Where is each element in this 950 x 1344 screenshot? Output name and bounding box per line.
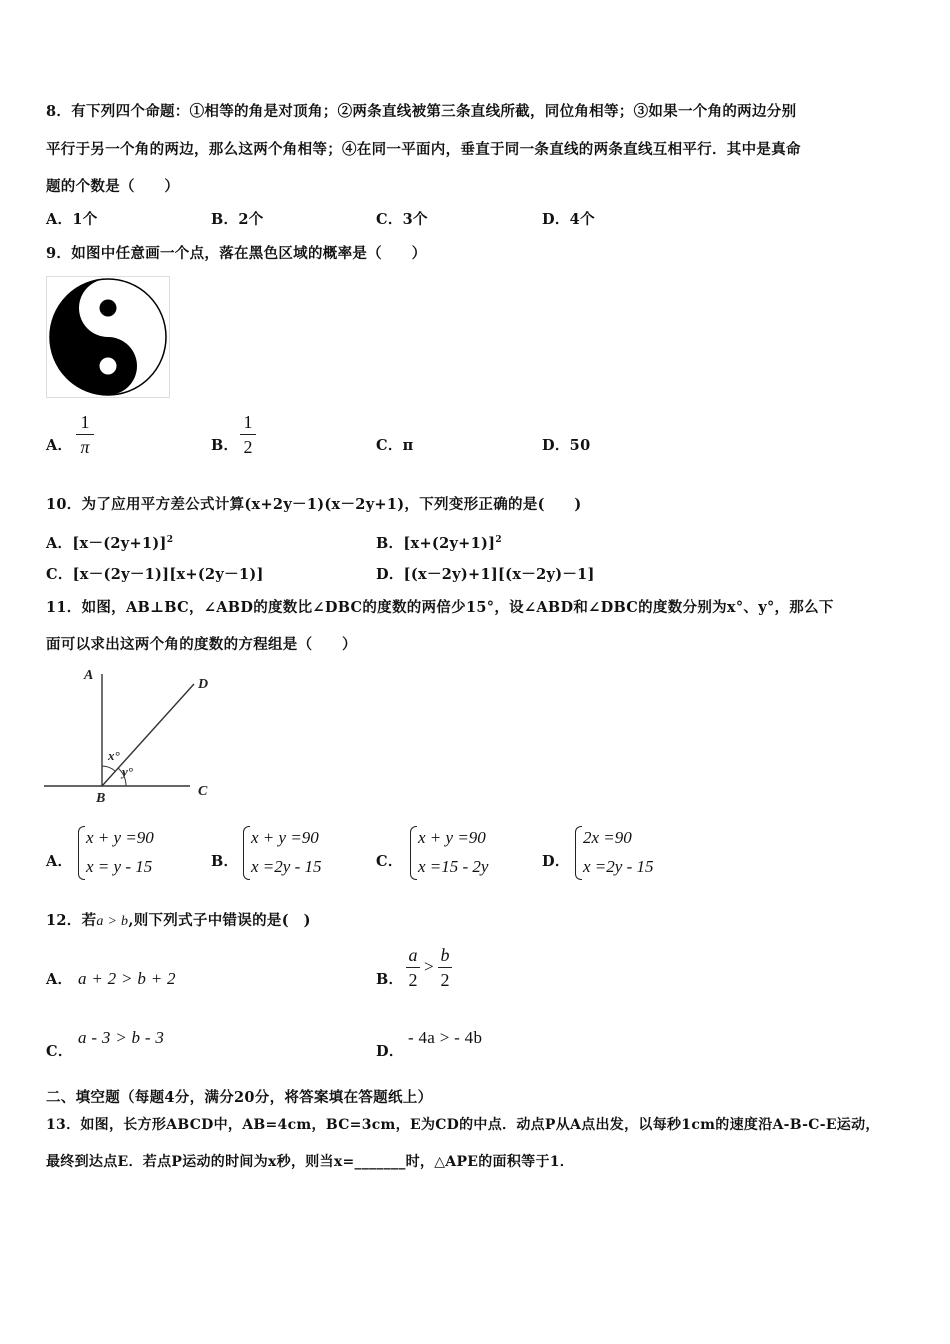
q8-option-b: B．2个 bbox=[211, 211, 264, 228]
q11-b-row1: x + y =90 bbox=[251, 828, 319, 847]
q12-b-gt: > bbox=[424, 957, 434, 976]
q10-option-b-text: B．[x+(2y+1)] bbox=[376, 534, 496, 552]
label-a: A bbox=[84, 668, 94, 683]
q9-stem: 9．如图中任意画一个点，落在黑色区域的概率是（ ） bbox=[46, 245, 427, 262]
q10-stem: 10．为了应用平方差公式计算(x+2y－1)(x－2y+1)，下列变形正确的是( ) bbox=[46, 496, 582, 513]
label-x-angle: x° bbox=[108, 748, 120, 763]
q10-option-b bbox=[376, 531, 502, 553]
q12-b-fraction-a bbox=[406, 945, 420, 990]
q9-option-b-fraction bbox=[240, 412, 256, 457]
q11-c-row1: x + y =90 bbox=[418, 828, 486, 847]
label-c: C bbox=[198, 784, 208, 799]
label-y-angle: y° bbox=[122, 764, 133, 779]
brace bbox=[575, 826, 582, 880]
q13-line1: 13．如图，长方形ABCD中，AB=4cm，BC=3cm，E为CD的中点．动点P从A点出发，以每秒1cm的速度沿A-B-C-E运动， bbox=[46, 1117, 880, 1133]
q10-option-b-exponent: 2 bbox=[495, 535, 502, 545]
q11-option-d-system bbox=[575, 826, 685, 882]
q9-a-denominator: π bbox=[80, 437, 90, 457]
q12-b-num1: a bbox=[408, 945, 418, 965]
q8-option-c: C．3个 bbox=[376, 211, 428, 228]
yin-yang-figure bbox=[46, 276, 170, 398]
q11-d-row2: x =2y - 15 bbox=[583, 857, 654, 876]
brace bbox=[243, 826, 250, 880]
q11-b-row2: x =2y - 15 bbox=[251, 857, 322, 876]
q11-a-row2: x = y - 15 bbox=[86, 857, 153, 876]
q12-b-den1: 2 bbox=[408, 970, 418, 990]
q11-a-row1: x + y =90 bbox=[86, 828, 154, 847]
line-bd bbox=[102, 684, 194, 786]
q11-option-b-label: B． bbox=[211, 853, 239, 870]
brace bbox=[78, 826, 85, 880]
yin-yang-black-dot bbox=[100, 300, 117, 317]
q11-option-a-label: A． bbox=[46, 853, 73, 870]
fraction-bar bbox=[76, 434, 94, 435]
q10-option-a-exponent: 2 bbox=[166, 535, 174, 545]
section-heading: 二、填空题（每题4分，满分20分，将答案填在答题纸上） bbox=[46, 1089, 433, 1106]
label-d: D bbox=[198, 677, 209, 692]
q8-option-a: A．1个 bbox=[46, 211, 98, 228]
q12-b-fraction-b bbox=[438, 945, 452, 990]
q12-stem-math: a > b bbox=[96, 914, 129, 929]
q10-option-a-text: A．[x－(2y+1)] bbox=[46, 534, 167, 552]
q8-line1: 8．有下列四个命题：①相等的角是对顶角；②两条直线被第三条直线所截，同位角相等；③如果一个角的两边分别 bbox=[46, 103, 797, 120]
q10-option-d: D．[(x－2y)+1][(x－2y)－1] bbox=[376, 566, 595, 583]
fraction-bar bbox=[438, 967, 452, 968]
q12-b-num2: b bbox=[440, 945, 450, 965]
q11-c-row2: x =15 - 2y bbox=[418, 857, 489, 876]
q12-option-b-label: B． bbox=[376, 971, 404, 988]
brace bbox=[410, 826, 417, 880]
q11-line2: 面可以求出这两个角的度数的方程组是（ ） bbox=[46, 636, 357, 653]
q12-option-d-expr: - 4a > - 4b bbox=[408, 1028, 483, 1047]
q9-b-denominator: 2 bbox=[243, 437, 253, 457]
q10-option-c: C．[x－(2y－1)][x+(2y－1)] bbox=[46, 566, 264, 583]
arc-x bbox=[102, 766, 115, 771]
q8-line3: 题的个数是（ ） bbox=[46, 178, 180, 195]
q11-d-row1: 2x =90 bbox=[583, 828, 632, 847]
q11-option-a-system bbox=[78, 826, 188, 882]
q11-line1: 11．如图，AB⊥BC，∠ABD的度数比∠DBC的度数的两倍少15°，设∠ABD和∠DBC的度数分别为x°、y°，那么下 bbox=[46, 599, 834, 616]
q12-stem-post: ,则下列式子中错误的是( ) bbox=[128, 912, 311, 929]
q9-a-numerator: 1 bbox=[80, 412, 90, 432]
q9-option-a-label: A． bbox=[46, 437, 73, 454]
q9-b-numerator: 1 bbox=[243, 412, 253, 432]
q12-option-d-label: D． bbox=[376, 1043, 404, 1060]
q12-option-a-expr: a + 2 > b + 2 bbox=[78, 969, 176, 988]
fraction-bar bbox=[406, 967, 420, 968]
angle-figure bbox=[40, 662, 220, 807]
q12-option-c-label: C． bbox=[46, 1043, 73, 1060]
q11-option-b-system bbox=[243, 826, 353, 882]
q9-option-b-label: B． bbox=[211, 437, 239, 454]
q11-option-c-system bbox=[410, 826, 520, 882]
q11-option-d-label: D． bbox=[542, 853, 570, 870]
q9-option-d: D．50 bbox=[542, 437, 591, 454]
q10-option-a bbox=[46, 531, 173, 553]
q8-line2: 平行于另一个角的两边，那么这两个角相等；④在同一平面内，垂直于同一条直线的两条直线互相平行．其中是真命 bbox=[46, 141, 801, 158]
q12-b-den2: 2 bbox=[440, 970, 450, 990]
q13-line2: 最终到达点E．若点P运动的时间为x秒，则当x=_______时，△APE的面积等于1． bbox=[46, 1154, 575, 1170]
q11-option-c-label: C． bbox=[376, 853, 403, 870]
label-b: B bbox=[96, 791, 106, 806]
q9-option-c: C．π bbox=[376, 437, 414, 454]
q12-stem-pre: 12．若 bbox=[46, 912, 97, 929]
q8-option-d: D．4个 bbox=[542, 211, 595, 228]
q12-option-c-expr: a - 3 > b - 3 bbox=[78, 1028, 165, 1047]
yin-yang-white-dot bbox=[100, 358, 117, 375]
q9-option-a-fraction bbox=[76, 412, 94, 457]
q12-stem bbox=[46, 912, 311, 931]
fraction-bar bbox=[240, 434, 256, 435]
q12-option-a-label: A． bbox=[46, 971, 73, 988]
